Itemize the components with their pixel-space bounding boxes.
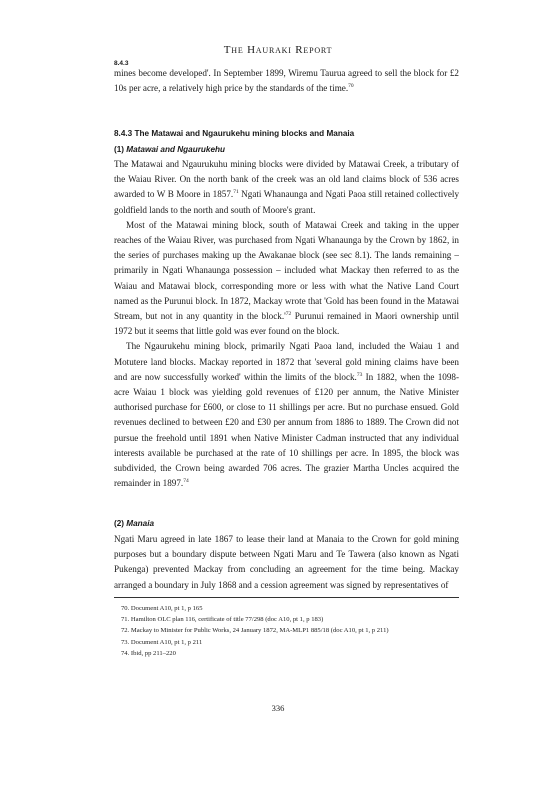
subsection-heading-matawai <box>114 145 225 154</box>
paragraph-text: Ngati Maru agreed in late 1867 to lease their land at Manaia to the Crown for gold mining purposes but a boundary dispute between Ngati Maru and Te Tawera (also known as Ngati Pukenga) prevented Mackay from concluding an agreement for the time being. Mackay arranged a boundary in July 1868 and a cession agreement was signed by representatives of <box>114 534 459 590</box>
paragraph <box>114 532 459 593</box>
footnote-ref[interactable]: 71 <box>233 189 239 196</box>
paragraph <box>114 157 459 218</box>
running-head: The Hauraki Report <box>223 44 333 56</box>
footnotes <box>121 603 461 659</box>
footnote: 74. Ibid, pp 211–220 <box>121 649 176 657</box>
paragraph-text: The Matawai and Ngaurukuhu mining blocks were divided by Matawai Creek, a tributary of the Waiau River. On the north bank of the creek was an old land claims block of 536 acres awarded to W B Moore in 1857. <box>114 159 459 200</box>
section-heading: 8.4.3 The Matawai and Ngaurukehu mining blocks and Manaia <box>114 129 355 138</box>
subsection-heading-manaia <box>114 519 154 528</box>
footnote-ref[interactable]: 70 <box>348 83 354 90</box>
footnote-ref[interactable]: 72 <box>285 310 292 317</box>
subsection-title: Manaia <box>126 519 155 528</box>
paragraph-text: In 1882, when the 1098-acre Waiau 1 block was yielding gold revenues of £120 per annum, the Native Minister authorised purchase for £600, or close to 11 shillings per acre. But no purchase ensued. Gold revenues declined to between £20 and £30 per annum from 1886 to 1889. The Crown did not pursue the freehold until 1891 when Native Minister Cadman instructed that any individual interests available be purchased at the rate of 10 shillings per acre. In 1895, the block was subdivided, the Crown being awarded 706 acres. The grazier Martha Uncles acquired the remainder in 1897. <box>114 371 459 489</box>
subsection-number: (1) <box>114 145 125 154</box>
subsection-title: Matawai and Ngaurukehu <box>126 145 226 154</box>
paragraph-text: Most of the Matawai mining block, south of Matawai Creek and taking in the upper reaches of the Waiau River, was purchased from Ngati Whanaunga by the Crown by 1862, in the series of purchases making up the Awakanae block (see sec 8.1). The lands remaining – primarily in Ngati Whanaunga possession – included what Mackay then referred to as the Waiau and Matawai block, corresponding more or less with what the Native Land Court named as the Purunui block. In 1872, Mackay wrote that 'Gold has been found in the Matawai Stream, but not in any quantity in the block.' <box>114 219 459 322</box>
matawai-body <box>114 157 459 491</box>
footnote-divider <box>114 597 459 598</box>
footnote-ref[interactable]: 73 <box>356 371 363 378</box>
manaia-body <box>114 532 459 593</box>
paragraph <box>114 339 459 491</box>
intro-text: mines become developed'. In September 1899, Wiremu Taurua agreed to sell the block for £2 10s per acre, a relatively high price by the standards of the time. <box>114 68 459 94</box>
intro-paragraph <box>114 66 459 96</box>
section-number-marker: 8.4.3 <box>114 60 129 67</box>
footnote: 71. Hamilton OLC plan 116, certificate of title 77/298 (doc A10, pt 1, p 183) <box>121 616 324 624</box>
footnote: 72. Mackay to Minister for Public Works, 24 January 1872, MA-MLP1 885/18 (doc A10, pt 1, p 211) <box>121 627 389 635</box>
paragraph-text: The Ngaurukehu mining block, primarily Ngati Paoa land, included the Waiau 1 and Motutere land blocks. Mackay reported in 1872 that 'several gold mining claims have been and are now successfully worked' within the limits of the block. <box>114 341 459 382</box>
paragraph <box>114 218 459 340</box>
footnote: 70. Document A10, pt 1, p 165 <box>121 605 203 612</box>
paragraph-text: Ngati Whanaunga and Ngati Paoa still retained collectively goldfield lands to the north and south of Moore's grant. <box>114 189 460 215</box>
footnote-ref[interactable]: 74 <box>183 478 189 485</box>
paragraph-text: Purunui remained in Maori ownership until 1972 but it seems that little gold was ever found on the block. <box>114 311 459 337</box>
footnote: 73. Document A10, pt 1, p 211 <box>121 638 203 646</box>
page-number: 336 <box>271 703 285 713</box>
subsection-number: (2) <box>114 519 125 528</box>
